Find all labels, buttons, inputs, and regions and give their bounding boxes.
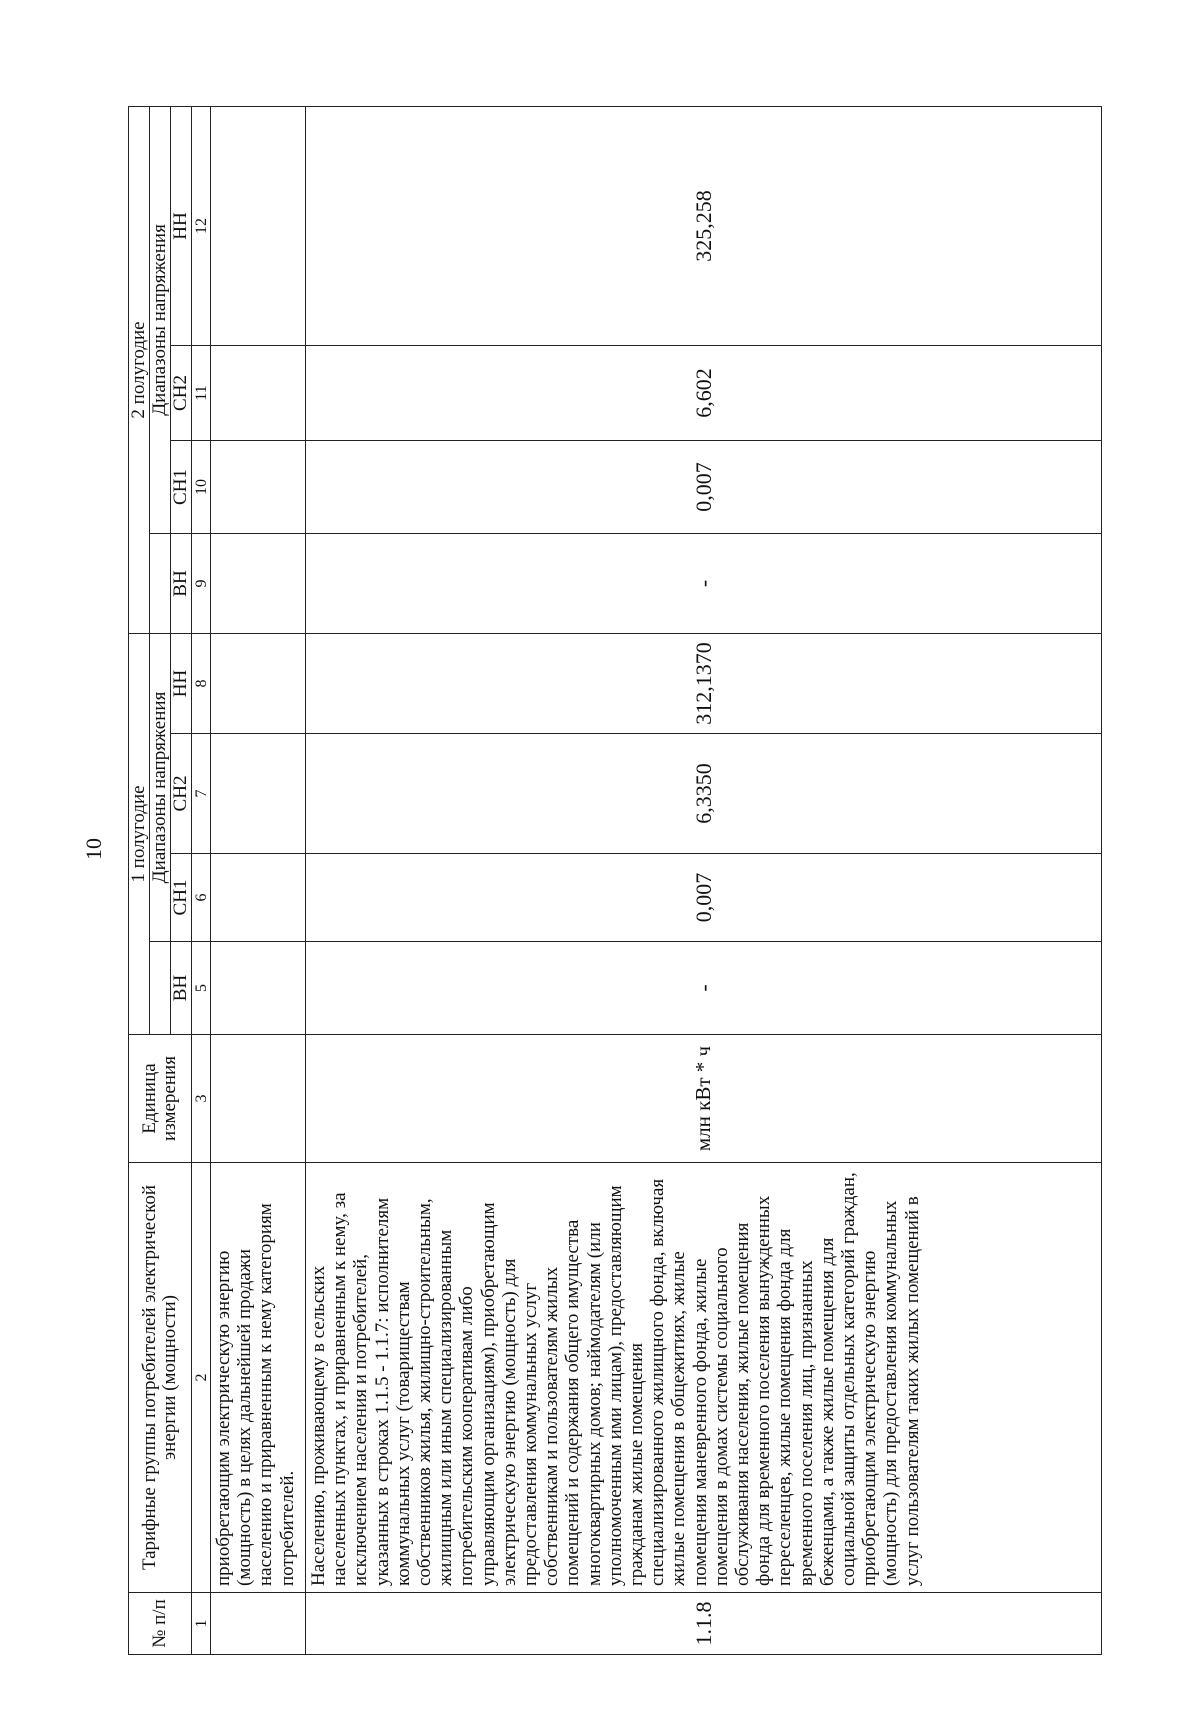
unit-cell bbox=[211, 1035, 306, 1163]
table-row bbox=[306, 106, 1102, 1654]
header-h2-vn-spacer bbox=[150, 533, 171, 633]
column-number: 10 bbox=[192, 440, 211, 533]
value-h2-sn1 bbox=[211, 440, 306, 533]
value-h2-sn1: 0,007 bbox=[306, 440, 1102, 533]
column-number: 5 bbox=[192, 942, 211, 1035]
header-h1-voltage-ranges: Диапазоны напряжения bbox=[150, 633, 171, 941]
unit-cell: млн кВт * ч bbox=[306, 1035, 1102, 1163]
tariff-table-container bbox=[128, 107, 1102, 1655]
value-h1-nn: 312,1370 bbox=[306, 633, 1102, 733]
value-h1-vn bbox=[211, 942, 306, 1035]
value-h1-sn2: 6,3350 bbox=[306, 734, 1102, 854]
column-number: 12 bbox=[192, 106, 211, 345]
column-number: 9 bbox=[192, 533, 211, 633]
value-h1-vn: - bbox=[306, 942, 1102, 1035]
column-number: 3 bbox=[192, 1035, 211, 1163]
value-h1-sn2 bbox=[211, 734, 306, 854]
table-row bbox=[211, 106, 306, 1654]
column-number: 7 bbox=[192, 734, 211, 854]
value-h2-sn2: 6,602 bbox=[306, 345, 1102, 440]
header-h2-voltage-ranges: Диапазоны напряжения bbox=[150, 106, 171, 533]
tariff-group-description: Населению, проживающему в сельских населенных пунктах, и приравненным к нему, за исключением населения и потребителей, указанных в строках 1.1.5 - 1.1.7: исполнителям коммунальных услуг (товариществам собственников жилья, жилищно-строительным, жилищным или иным специализированным потребительским кооперативам либо управляющим организациям), приобретающим электрическую энергию (мощность) для предоставления коммунальных услуг собственникам и пользователям жилых помещений и содержания общего имущества многоквартирных домов; наймодателям (или уполномоченным ими лицам), предоставляющим гражданам жилые помещения специализированного жилищного фонда, включая жилые помещения в общежитиях, жилые помещения маневренного фонда, жилые помещения в домах системы социального обслуживания населения, жилые помещения фонда для временного поселения вынужденных переселенцев, жилые помещения фонда для временного поселения лиц, признанных беженцами, а также жилые помещения для социальной защиты отдельных категорий граждан, приобретающим электрическую энергию (мощность) для предоставления коммунальных услуг пользователям таких жилых помещений в bbox=[306, 1163, 1102, 1593]
column-number: 11 bbox=[192, 345, 211, 440]
value-h1-nn bbox=[211, 633, 306, 733]
column-number: 8 bbox=[192, 633, 211, 733]
value-h2-vn bbox=[211, 533, 306, 633]
page-number: 10 bbox=[81, 838, 106, 860]
value-h1-sn1: 0,007 bbox=[306, 854, 1102, 942]
column-number: 6 bbox=[192, 854, 211, 942]
value-h2-vn: - bbox=[306, 533, 1102, 633]
header-row-number: № п/п bbox=[129, 1593, 192, 1655]
header-h1-vn-spacer bbox=[150, 942, 171, 1035]
header-unit: Единица измерения bbox=[129, 1035, 192, 1163]
header-h1-vn: ВН bbox=[171, 942, 192, 1035]
header-h1-nn: НН bbox=[171, 633, 192, 733]
header-h1-sn1: СН1 bbox=[171, 854, 192, 942]
header-h2-sn2: СН2 bbox=[171, 345, 192, 440]
tariff-group-description: приобретающим электрическую энергию (мощность) в целях дальнейшей продажи населению и приравненным к нему категориям потребителей. bbox=[211, 1163, 306, 1593]
value-h1-sn1 bbox=[211, 854, 306, 942]
rotated-sheet bbox=[100, 90, 1200, 1648]
column-number: 1 bbox=[192, 1593, 211, 1655]
row-number bbox=[211, 1593, 306, 1655]
value-h2-nn bbox=[211, 106, 306, 345]
tariff-table bbox=[128, 106, 1102, 1655]
header-tariff-group: Тарифные группы потребителей электрической энергии (мощности) bbox=[129, 1163, 192, 1593]
value-h2-sn2 bbox=[211, 345, 306, 440]
header-first-half: 1 полугодие bbox=[129, 633, 150, 1034]
column-number: 2 bbox=[192, 1163, 211, 1593]
row-number: 1.1.8 bbox=[306, 1593, 1102, 1655]
header-h2-nn: НН bbox=[171, 106, 192, 345]
header-h1-sn2: СН2 bbox=[171, 734, 192, 854]
header-h2-sn1: СН1 bbox=[171, 440, 192, 533]
value-h2-nn: 325,258 bbox=[306, 106, 1102, 345]
header-h2-vn: ВН bbox=[171, 533, 192, 633]
header-second-half: 2 полугодие bbox=[129, 106, 150, 633]
